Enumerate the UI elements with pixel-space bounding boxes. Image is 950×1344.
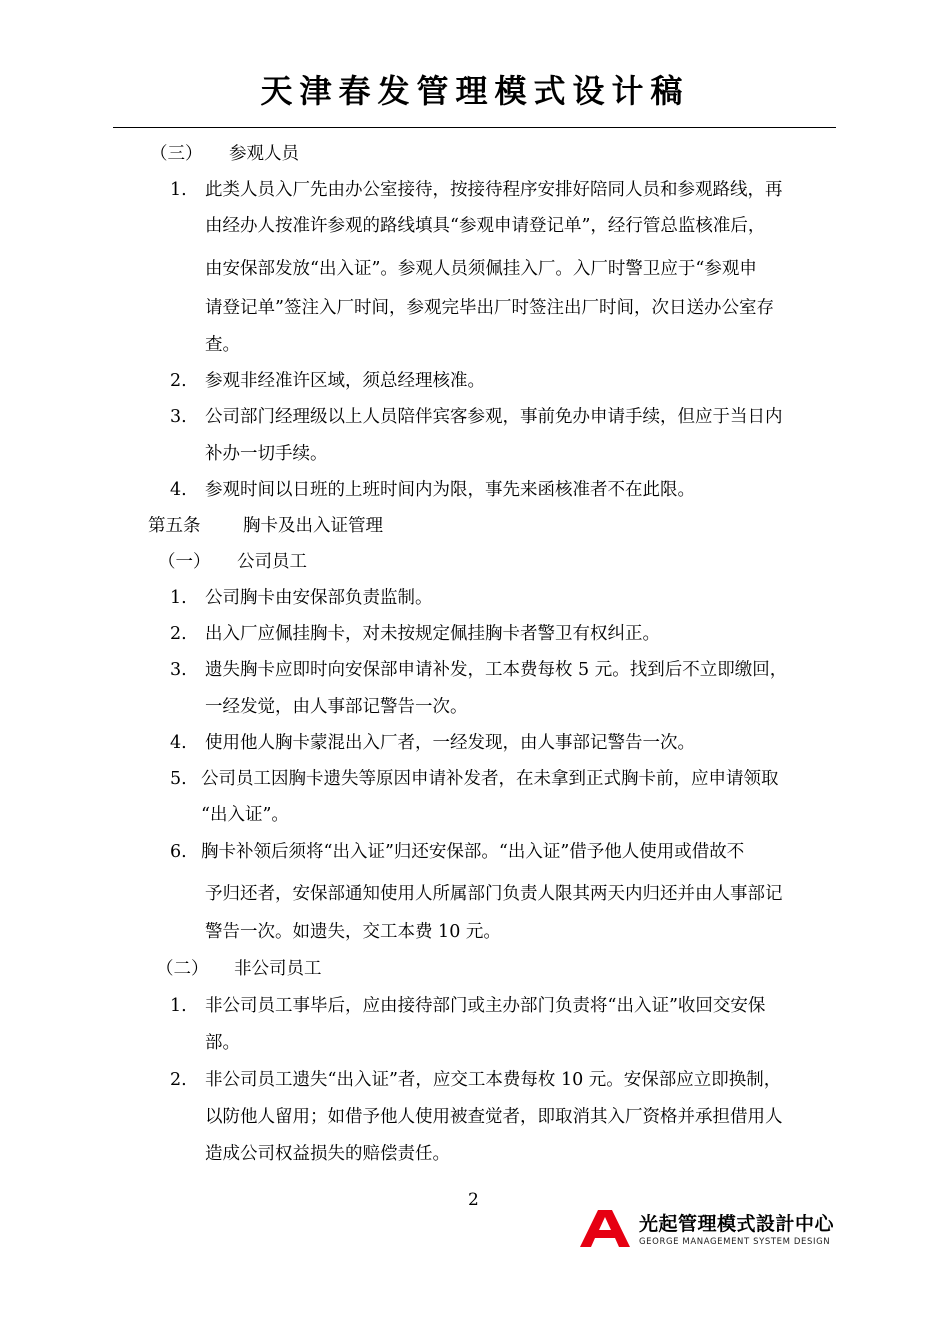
list-item-line: 警告一次。如遗失，交工本费 10 元。 — [205, 922, 501, 942]
section-heading-title: 非公司员工 — [234, 959, 322, 979]
list-item-number: 6. — [170, 842, 187, 862]
list-item-line: 胸卡补领后须将“出入证”归还安保部。“出入证”借予他人使用或借故不 — [201, 842, 745, 862]
list-item-line: 此类人员入厂先由办公室接待，按接待程序安排好陪同人员和参观路线，再 — [205, 180, 783, 200]
list-item-line: 遗失胸卡应即时向安保部申请补发，工本费每枚 5 元。找到后不立即缴回， — [205, 660, 788, 680]
logo-a-icon — [577, 1208, 633, 1248]
section-heading-title: 公司员工 — [237, 552, 307, 572]
list-item-line: 查。 — [205, 335, 240, 355]
section-heading-number: （三） — [150, 144, 203, 164]
list-item-line: 由经办人按准许参观的路线填具“参观申请登记单”，经行管总监核准后， — [205, 216, 766, 236]
list-item-number: 2. — [170, 1070, 187, 1090]
section-heading-title: 参观人员 — [229, 144, 299, 164]
list-item-line: 部。 — [205, 1033, 240, 1053]
list-item-number: 1. — [170, 180, 187, 200]
logo-company-name: 光起管理模式設計中心 — [639, 1213, 835, 1235]
list-item-line: 公司部门经理级以上人员陪伴宾客参观，事前免办申请手续，但应于当日内 — [205, 407, 783, 427]
section-heading-number: （一） — [158, 552, 211, 572]
list-item-line: 非公司员工遗失“出入证”者，应交工本费每枚 10 元。安保部应立即换制， — [205, 1070, 782, 1090]
page-number: 2 — [468, 1190, 479, 1210]
list-item-number: 3. — [170, 407, 187, 427]
list-item-line: 参观非经准许区域，须总经理核准。 — [205, 371, 485, 391]
list-item-number: 2. — [170, 371, 187, 391]
list-item-number: 1. — [170, 588, 187, 608]
list-item-line: “出入证”。 — [201, 805, 289, 825]
list-item-number: 1. — [170, 996, 187, 1016]
list-item-line: 公司胸卡由安保部负责监制。 — [205, 588, 433, 608]
list-item-number: 5. — [170, 769, 187, 789]
list-item-line: 造成公司权益损失的赔偿责任。 — [205, 1144, 450, 1164]
list-item-line: 出入厂应佩挂胸卡，对未按规定佩挂胸卡者警卫有权纠正。 — [205, 624, 660, 644]
footer-logo — [577, 1206, 842, 1252]
list-item-number: 2. — [170, 624, 187, 644]
list-item-line: 补办一切手续。 — [205, 444, 328, 464]
list-item-number: 4. — [170, 733, 187, 753]
list-item-line: 非公司员工事毕后，应由接待部门或主办部门负责将“出入证”收回交安保 — [205, 996, 766, 1016]
list-item-number: 3. — [170, 660, 187, 680]
article-number: 第五条 — [148, 516, 201, 536]
list-item-number: 4. — [170, 480, 187, 500]
list-item-line: 予归还者，安保部通知使用人所属部门负责人限其两天内归还并由人事部记 — [205, 884, 783, 904]
list-item-line: 使用他人胸卡蒙混出入厂者，一经发现，由人事部记警告一次。 — [205, 733, 695, 753]
list-item-line: 公司员工因胸卡遗失等原因申请补发者，在未拿到正式胸卡前，应申请领取 — [201, 769, 779, 789]
logo-english-name: GEORGE MANAGEMENT SYSTEM DESIGN — [639, 1237, 831, 1247]
list-item-line: 以防他人留用；如借予他人使用被查觉者，即取消其入厂资格并承担借用人 — [205, 1107, 783, 1127]
list-item-line: 一经发觉，由人事部记警告一次。 — [205, 697, 468, 717]
list-item-line: 参观时间以日班的上班时间内为限，事先来函核准者不在此限。 — [205, 480, 695, 500]
list-item-line: 由安保部发放“出入证”。参观人员须佩挂入厂。入厂时警卫应于“参观申 — [205, 259, 757, 279]
list-item-line: 请登记单”签注入厂时间，参观完毕出厂时签注出厂时间，次日送办公室存 — [205, 298, 774, 318]
section-heading-number: （二） — [156, 959, 209, 979]
header-rule — [113, 127, 836, 128]
document-title: 天津春发管理模式设计稿 — [260, 72, 690, 110]
article-title: 胸卡及出入证管理 — [243, 516, 383, 536]
